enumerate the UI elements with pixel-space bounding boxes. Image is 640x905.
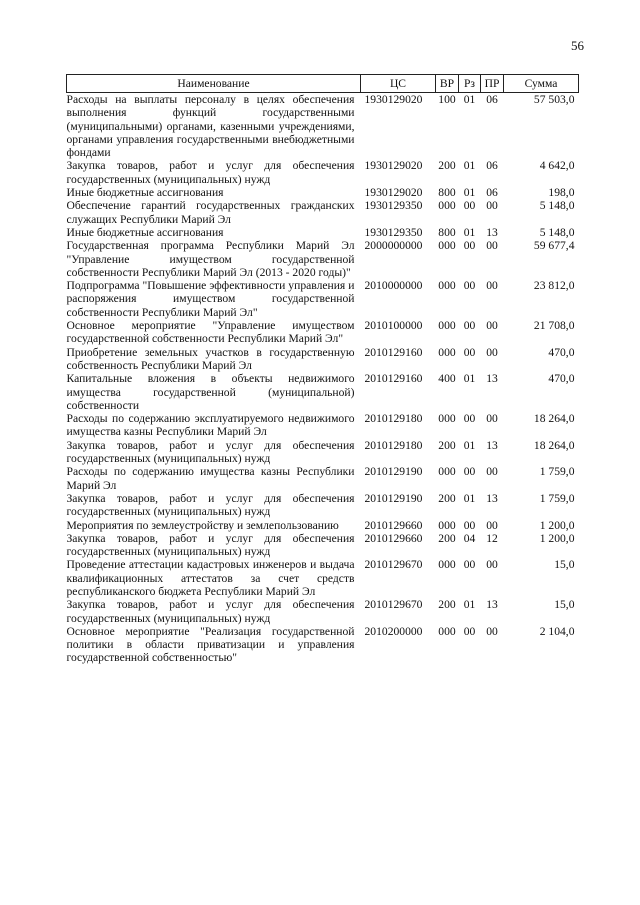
cell-pr: 13 [486, 491, 498, 505]
cell-pr: 00 [486, 239, 498, 253]
cell-pr: 00 [486, 199, 498, 213]
cell-rz: 00 [463, 465, 476, 479]
cell-sum: 15,0 [554, 598, 575, 612]
cell-pr: 13 [486, 438, 498, 452]
table-row [67, 492, 579, 519]
cell-cs: 2010129670 [364, 598, 423, 612]
cell-name: Проведение аттестации кадастровых инженеров и выдача квалификационных аттестатов за счет средств республиканского бюджета Республики Марий Эл [66, 558, 355, 598]
cell-name: Основное мероприятие "Управление имуществом государственной собственности Республики Марий Эл" [66, 319, 355, 346]
cell-cs: 2010129190 [364, 465, 423, 479]
cell-sum: 4 642,0 [539, 159, 575, 173]
cell-sum: 23 812,0 [533, 279, 575, 293]
header-cs: ЦС [361, 75, 436, 93]
cell-sum: 1 759,0 [539, 491, 575, 505]
cell-rz: 00 [463, 199, 476, 213]
cell-name: Подпрограмма "Повышение эффективности управления и распоряжения имуществом государственной собственности Республики Марий Эл" [66, 279, 355, 319]
cell-cs: 2010129670 [364, 558, 423, 572]
table-row [67, 532, 579, 559]
table-header [67, 75, 579, 93]
page-number: 56 [571, 38, 584, 53]
cell-pr: 00 [486, 558, 498, 572]
cell-rz: 01 [463, 491, 476, 505]
table-row [67, 412, 579, 439]
cell-rz: 00 [463, 279, 476, 293]
cell-sum: 5 148,0 [539, 199, 575, 213]
cell-rz: 01 [463, 159, 476, 173]
cell-vr: 000 [438, 199, 456, 213]
cell-rz: 01 [463, 598, 476, 612]
cell-rz: 01 [463, 186, 476, 200]
cell-vr: 000 [438, 345, 456, 359]
cell-pr: 00 [486, 624, 498, 638]
budget-table [66, 74, 579, 665]
cell-vr: 200 [438, 598, 456, 612]
cell-name: Иные бюджетные ассигнования [66, 225, 224, 239]
cell-vr: 000 [438, 239, 456, 253]
cell-cs: 2010129660 [364, 518, 423, 532]
cell-pr: 06 [486, 159, 498, 173]
cell-cs: 1930129350 [364, 199, 423, 213]
cell-sum: 21 708,0 [533, 319, 575, 333]
cell-vr: 000 [438, 465, 456, 479]
cell-sum: 2 104,0 [539, 624, 575, 638]
header-pr: ПР [481, 75, 504, 93]
cell-rz: 00 [463, 624, 476, 638]
cell-vr: 800 [438, 186, 456, 200]
cell-pr: 00 [486, 279, 498, 293]
cell-name: Обеспечение гарантий государственных гражданских служащих Республики Марий Эл [66, 199, 355, 226]
table-row [67, 519, 579, 532]
cell-rz: 00 [463, 239, 476, 253]
table-row [67, 598, 579, 625]
cell-cs: 2010129160 [364, 345, 423, 359]
cell-vr: 400 [438, 372, 456, 386]
cell-name: Закупка товаров, работ и услуг для обеспечения государственных (муниципальных) нужд [66, 531, 355, 559]
table-row [67, 186, 579, 199]
cell-pr: 06 [486, 186, 498, 200]
cell-pr: 00 [486, 465, 498, 479]
cell-name: Закупка товаров, работ и услуг для обеспечения государственных (муниципальных) нужд [66, 438, 355, 466]
cell-pr: 00 [486, 345, 498, 359]
cell-rz: 00 [463, 518, 476, 532]
cell-rz: 01 [463, 438, 476, 452]
cell-pr: 00 [486, 518, 498, 532]
cell-vr: 200 [438, 438, 456, 452]
table-row [67, 93, 579, 160]
cell-pr: 12 [486, 531, 498, 545]
table-row [67, 226, 579, 239]
table-row [67, 465, 579, 492]
cell-cs: 2010129180 [364, 438, 423, 452]
cell-rz: 00 [463, 558, 476, 572]
cell-rz: 00 [463, 345, 476, 359]
cell-sum: 18 264,0 [533, 438, 575, 452]
cell-sum: 198,0 [548, 186, 575, 200]
cell-name: Расходы на выплаты персоналу в целях обеспечения выполнения функций государственными (муниципальными) органами, казенными учреждениями, органами управления государственными внебюджетными фондами [66, 93, 355, 160]
cell-cs: 2010129660 [364, 531, 423, 545]
cell-pr: 13 [486, 372, 498, 386]
cell-cs: 2010129190 [364, 491, 423, 505]
cell-sum: 1 200,0 [539, 531, 575, 545]
cell-name: Закупка товаров, работ и услуг для обеспечения государственных (муниципальных) нужд [66, 159, 355, 186]
cell-cs: 2010200000 [364, 624, 423, 638]
cell-name: Государственная программа Республики Марий Эл "Управление имуществом государственной собственности Республики Марий Эл (2013 - 2020 годы)" [66, 239, 355, 279]
cell-pr: 13 [486, 225, 498, 239]
cell-sum: 15,0 [554, 558, 575, 572]
cell-rz: 00 [463, 412, 476, 426]
cell-name: Расходы по содержанию имущества казны Республики Марий Эл [66, 465, 355, 492]
cell-vr: 200 [438, 491, 456, 505]
table-row [67, 346, 579, 373]
cell-cs: 2000000000 [364, 239, 423, 253]
cell-vr: 000 [438, 319, 456, 333]
cell-sum: 18 264,0 [533, 412, 575, 426]
cell-vr: 000 [438, 412, 456, 426]
cell-pr: 00 [486, 412, 498, 426]
cell-pr: 06 [486, 93, 498, 106]
cell-name: Расходы по содержанию эксплуатируемого недвижимого имущества казны Республики Марий Эл [66, 412, 355, 439]
cell-cs: 1930129020 [364, 159, 423, 173]
cell-sum: 470,0 [548, 372, 575, 386]
table-row [67, 319, 579, 346]
cell-name: Закупка товаров, работ и услуг для обеспечения государственных (муниципальных) нужд [66, 598, 355, 625]
cell-name: Закупка товаров, работ и услуг для обеспечения государственных (муниципальных) нужд [66, 491, 355, 519]
cell-name: Мероприятия по землеустройству и землепользованию [66, 518, 339, 532]
cell-rz: 01 [463, 93, 476, 106]
header-sum: Сумма [504, 75, 579, 93]
table-row [67, 199, 579, 226]
cell-cs: 2010129180 [364, 412, 423, 426]
table-row [67, 558, 579, 598]
header-vr: ВР [436, 75, 459, 93]
cell-name: Основное мероприятие "Реализация государственной политики в области приватизации и управления государственной собственностью" [66, 624, 355, 665]
cell-cs: 1930129350 [364, 225, 423, 239]
cell-vr: 200 [438, 159, 456, 173]
cell-vr: 800 [438, 225, 456, 239]
cell-cs: 1930129020 [364, 186, 423, 200]
cell-sum: 5 148,0 [539, 225, 575, 239]
table-row [67, 625, 579, 665]
cell-sum: 59 677,4 [533, 239, 575, 253]
cell-vr: 000 [438, 558, 456, 572]
header-name: Наименование [67, 75, 361, 93]
table-row [67, 439, 579, 466]
table-body [67, 93, 579, 665]
cell-pr: 00 [486, 319, 498, 333]
cell-name: Приобретение земельных участков в государственную собственность Республики Марий Эл [66, 345, 355, 372]
cell-sum: 470,0 [548, 345, 575, 359]
cell-rz: 00 [463, 319, 476, 333]
cell-vr: 200 [438, 531, 456, 545]
table-row [67, 372, 579, 412]
cell-sum: 57 503,0 [533, 93, 575, 106]
cell-name: Иные бюджетные ассигнования [66, 186, 224, 200]
cell-cs: 2010129160 [364, 372, 423, 386]
table-row [67, 279, 579, 319]
cell-name: Капитальные вложения в объекты недвижимого имущества государственной (муниципальной) собственности [66, 372, 355, 412]
cell-pr: 13 [486, 598, 498, 612]
cell-sum: 1 759,0 [539, 465, 575, 479]
cell-rz: 01 [463, 225, 476, 239]
cell-cs: 1930129020 [364, 93, 423, 106]
cell-vr: 100 [438, 93, 456, 106]
cell-sum: 1 200,0 [539, 518, 575, 532]
header-rz: Рз [459, 75, 481, 93]
cell-vr: 000 [438, 518, 456, 532]
cell-cs: 2010100000 [364, 319, 423, 333]
cell-rz: 04 [463, 531, 476, 545]
cell-vr: 000 [438, 624, 456, 638]
cell-vr: 000 [438, 279, 456, 293]
cell-rz: 01 [463, 372, 476, 386]
table-row [67, 239, 579, 279]
cell-cs: 2010000000 [364, 279, 423, 293]
table-row [67, 159, 579, 186]
